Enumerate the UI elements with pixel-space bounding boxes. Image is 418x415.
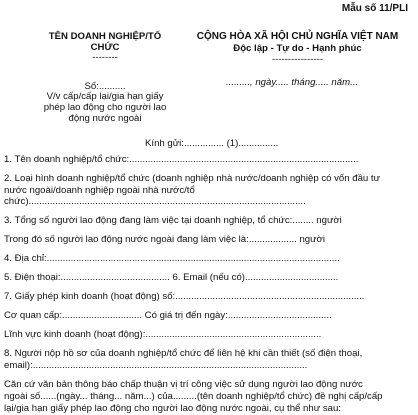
form-code: Mẫu số 11/PLI (341, 3, 408, 14)
closing-line2: ngoài số......(ngày... tháng... năm...) của.........(tên doanh nghiệp/tổ chức) đề nghị cấp/cấp (4, 391, 383, 402)
field-org-type-line2: nước ngoài/doanh nghiệp ngoài nhà nước/tổ (4, 185, 195, 196)
country-name: CỘNG HÒA XÃ HỘI CHỦ NGHĨA VIỆT NAM (196, 31, 399, 42)
field-contact-line1: 8. Người nộp hồ sơ của doanh nghiệp/tổ chức để liên hệ khi cần thiết (số điện thoại, (4, 348, 363, 359)
field-business-field: Lĩnh vực kinh doanh (hoạt động):.................................................................. (4, 329, 322, 340)
document-number: Số:.......... (84, 80, 126, 92)
field-foreign-employees: Trong đó số người lao động nước ngoài đang làm việc là:.................. người (4, 234, 325, 245)
left-divider: -------- (92, 52, 118, 64)
field-phone-email: 5. Điện thoại:......................................... 6. Email (nếu có)................................... (4, 272, 339, 283)
org-name-line2: CHỨC (90, 42, 120, 54)
field-address: 4. Địa chỉ:.............................................................................................................. (4, 253, 340, 264)
field-org-type-line1: 2. Loại hình doanh nghiệp/tổ chức (doanh nghiệp nhà nước/doanh nghiệp có vốn đầu tư (4, 173, 381, 184)
left-header (30, 31, 180, 124)
field-org-name: 1. Tên doanh nghiệp/tổ chức:...................................................................................... (4, 154, 359, 165)
subject-line2: phép lao động cho người lao (43, 101, 167, 113)
right-header (185, 31, 410, 64)
field-org-type-line3: chức)........................................................................................................ (4, 196, 306, 207)
closing-line3: lại/gia hạn giấy phép lao động cho người lao động nước ngoài, cụ thể như sau: (4, 403, 341, 414)
field-issuing-agency: Cơ quan cấp:.............................. Có giá trị đến ngày:....................................... (4, 310, 332, 321)
closing-line1: Căn cứ văn bản thông báo chấp thuận vị trí công việc sử dụng người lao động nước (4, 379, 363, 390)
field-contact-line2: email):....................................................................................................... (4, 360, 308, 371)
right-divider: ---------------- (271, 53, 324, 65)
date-line: ........., ngày..... tháng..... năm... (226, 77, 359, 88)
subject-line1: V/v cấp/cấp lại/gia hạn giấy (46, 91, 164, 103)
field-business-license: 7. Giấy phép kinh doanh (hoạt động) số:....................................................................... (4, 291, 365, 302)
national-motto: Độc lập - Tự do - Hạnh phúc (233, 43, 362, 54)
subject-line3: động nước ngoài (68, 112, 142, 124)
field-total-employees: 3. Tổng số người lao động đang làm việc tại doanh nghiệp, tổ chức:........ người (4, 215, 342, 226)
recipient-line: Kính gửi:............... (1)............... (145, 138, 279, 149)
org-name-line1: TÊN DOANH NGHIỆP/TỔ (48, 31, 162, 42)
